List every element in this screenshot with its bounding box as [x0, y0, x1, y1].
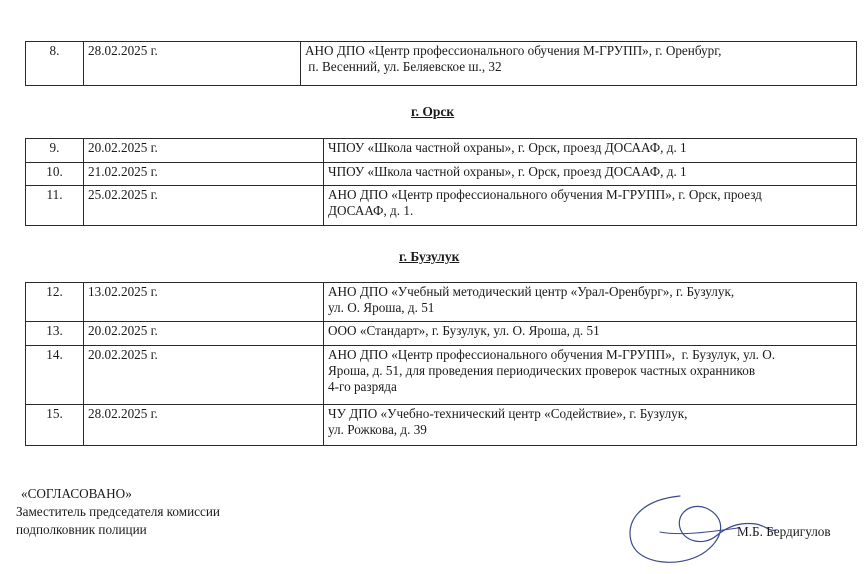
row-place-line: АНО ДПО «Центр профессионального обучения М-ГРУПП», г. Бузулук, ул. О. — [328, 347, 776, 362]
schedule-table-orsk — [25, 138, 857, 226]
row-number: 8. — [26, 42, 84, 86]
schedule-table-buzuluk — [25, 282, 857, 446]
row-number: 10. — [26, 163, 84, 186]
row-date: 20.02.2025 г. — [84, 139, 324, 163]
row-date: 21.02.2025 г. — [84, 163, 324, 186]
row-place-line: АНО ДПО «Центр профессионального обучения М-ГРУПП», г. Оренбург, — [305, 43, 722, 58]
table-row — [26, 186, 857, 226]
row-number: 11. — [26, 186, 84, 226]
approval-position-line2: подполковник полиции — [16, 522, 147, 537]
row-place — [324, 139, 857, 163]
section-heading-orsk: г. Орск — [411, 104, 455, 119]
table-row — [26, 322, 857, 346]
row-date: 13.02.2025 г. — [84, 283, 324, 322]
row-place-line: ул. Рожкова, д. 39 — [328, 422, 427, 437]
row-place-line: ул. О. Яроша, д. 51 — [328, 300, 435, 315]
approval-position-line1: Заместитель председателя комиссии — [16, 504, 220, 519]
row-place — [324, 186, 857, 226]
table-row — [26, 42, 857, 86]
row-number: 15. — [26, 405, 84, 446]
row-date: 20.02.2025 г. — [84, 322, 324, 346]
row-place — [324, 163, 857, 186]
row-date: 20.02.2025 г. — [84, 346, 324, 405]
row-place-line: ЧУ ДПО «Учебно-технический центр «Содействие», г. Бузулук, — [328, 406, 688, 421]
row-place-line: ЧПОУ «Школа частной охраны», г. Орск, проезд ДОСААФ, д. 1 — [328, 164, 687, 179]
row-place-line: АНО ДПО «Центр профессионального обучения М-ГРУПП», г. Орск, проезд — [328, 187, 762, 202]
approval-agreed: «СОГЛАСОВАНО» — [21, 486, 132, 501]
row-place-line: ЧПОУ «Школа частной охраны», г. Орск, проезд ДОСААФ, д. 1 — [328, 140, 687, 155]
row-date: 25.02.2025 г. — [84, 186, 324, 226]
row-place — [301, 42, 857, 86]
row-number: 13. — [26, 322, 84, 346]
row-place-line: ООО «Стандарт», г. Бузулук, ул. О. Яроша, д. 51 — [328, 323, 600, 338]
table-row — [26, 405, 857, 446]
table-row — [26, 283, 857, 322]
row-place — [324, 283, 857, 322]
row-place — [324, 405, 857, 446]
table-row — [26, 139, 857, 163]
row-place-line: Яроша, д. 51, для проведения периодических проверок частных охранников — [328, 363, 756, 378]
row-number: 14. — [26, 346, 84, 405]
row-place — [324, 346, 857, 405]
row-place-line: ДОСААФ, д. 1. — [328, 203, 414, 218]
row-date: 28.02.2025 г. — [84, 42, 301, 86]
row-date: 28.02.2025 г. — [84, 405, 324, 446]
section-heading-buzuluk: г. Бузулук — [399, 249, 460, 264]
row-number: 9. — [26, 139, 84, 163]
approval-name: М.Б. Бердигулов — [737, 524, 831, 539]
row-place-line: 4-го разряда — [328, 379, 397, 394]
row-place — [324, 322, 857, 346]
row-number: 12. — [26, 283, 84, 322]
row-place-line: АНО ДПО «Учебный методический центр «Урал-Оренбург», г. Бузулук, — [328, 284, 735, 299]
schedule-table-orenburg — [25, 41, 857, 86]
row-place-line: п. Весенний, ул. Беляевское ш., 32 — [305, 59, 502, 74]
table-row — [26, 346, 857, 405]
table-row — [26, 163, 857, 186]
